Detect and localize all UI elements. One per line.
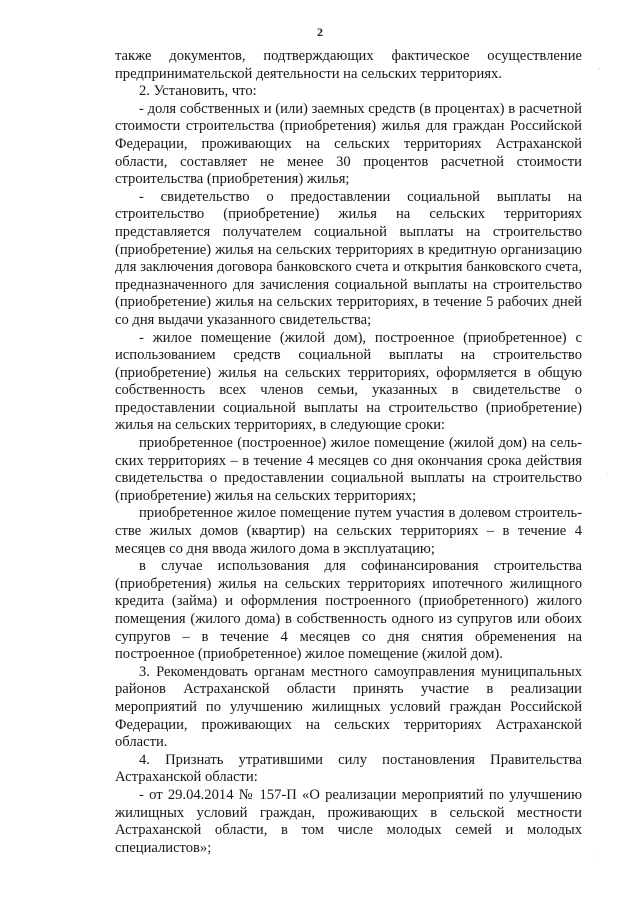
paragraph-term-shared-construction: приобретенное жилое помещение путем участия в долевом строительстве жилых домов (квартир) на сельских территориях – в течение 4 месяцев со дня ввода жилого дома в эксплуатацию; [115,505,582,557]
paragraph-item-2: 2. Установить, что: [139,83,257,100]
paragraph-term-mortgage: в случае использования для софинансирования строительства (приобретения) жилья на сельских территориях ипотечного жилищного кредита (займа) и оформления построенного (приобретенного) жилого помещения (жилого дома) в собственность одного из супругов или обоих супругов – в течение 4 месяцев со дня снятия обременения на построенное (приобретенное) жилое помещение (жилой дом). [115,558,582,663]
paragraph-repealed-resolution: - от 29.04.2014 № 157-П «О реализации мероприятий по улучшению жилищных условий граждан, проживающих в сельской местности Астраханской области, в том числе молодых семей и молодых специалистов»; [115,786,582,856]
paragraph-continuation: также документов, подтверждающих фактическое осуществление предпринимательской деятельности на сельских территориях. [115,48,582,82]
scan-mark-top-right: , [598,62,601,71]
scan-mark-right-mid: · [606,470,609,479]
paragraph-certificate: - свидетельство о предоставлении социальной выплаты на строительство (приобретение) жилья на сельских территориях представляется получателем социальной выплаты на строительство (приобретение) жилья на сельских территориях в кредитную организацию для заключения договора банковского счета и открытия банковского счета, предназначенного для зачисления социальной выплаты на строительство (приобретение) жилья на сельских территориях, в течение 5 рабочих дней со дня выдачи указанного свидетельства; [115,188,582,328]
paragraph-item-3: 3. Рекомендовать органам местного самоуправления муниципальных районов Астраханской области принять участие в реализации мероприятий по улучшению жилищных условий граждан Российской Федерации, проживающих на сельских территориях Астраханской области. [115,663,582,751]
paragraph-term-purchased: приобретенное (построенное) жилое помещение (жилой дом) на сельских территориях – в течение 4 месяцев со дня окончания срока действия свидетельства о предоставлении социальной выплаты на строительство (приобретение) жилья на сельских территориях; [115,435,582,504]
paragraph-ownership: - жилое помещение (жилой дом), построенное (приобретенное) с использованием средств социальной выплаты на строительство (приобретение) жилья на сельских территориях, оформляется в общую собственность всех членов семьи, указанных в свидетельстве о предоставлении социальной выплаты на строительство (приобретение) жилья на сельских территориях, в следующие сроки: [115,329,582,434]
document-body [115,48,582,857]
page-number: 2 [317,25,323,39]
scan-mark-bottom-right: · [597,852,600,861]
paragraph-own-funds-share: - доля собственных и (или) заемных средств (в процентах) в расчетной стоимости строительства (приобретения) жилья для граждан Российской Федерации, проживающих на сельских территориях Астраханской области, составляет не менее 30 процентов расчетной стоимости строительства (приобретения) жилья; [115,100,582,188]
paragraph-item-4: 4. Признать утратившими силу постановления Правительства Астраханской области: [115,751,582,786]
